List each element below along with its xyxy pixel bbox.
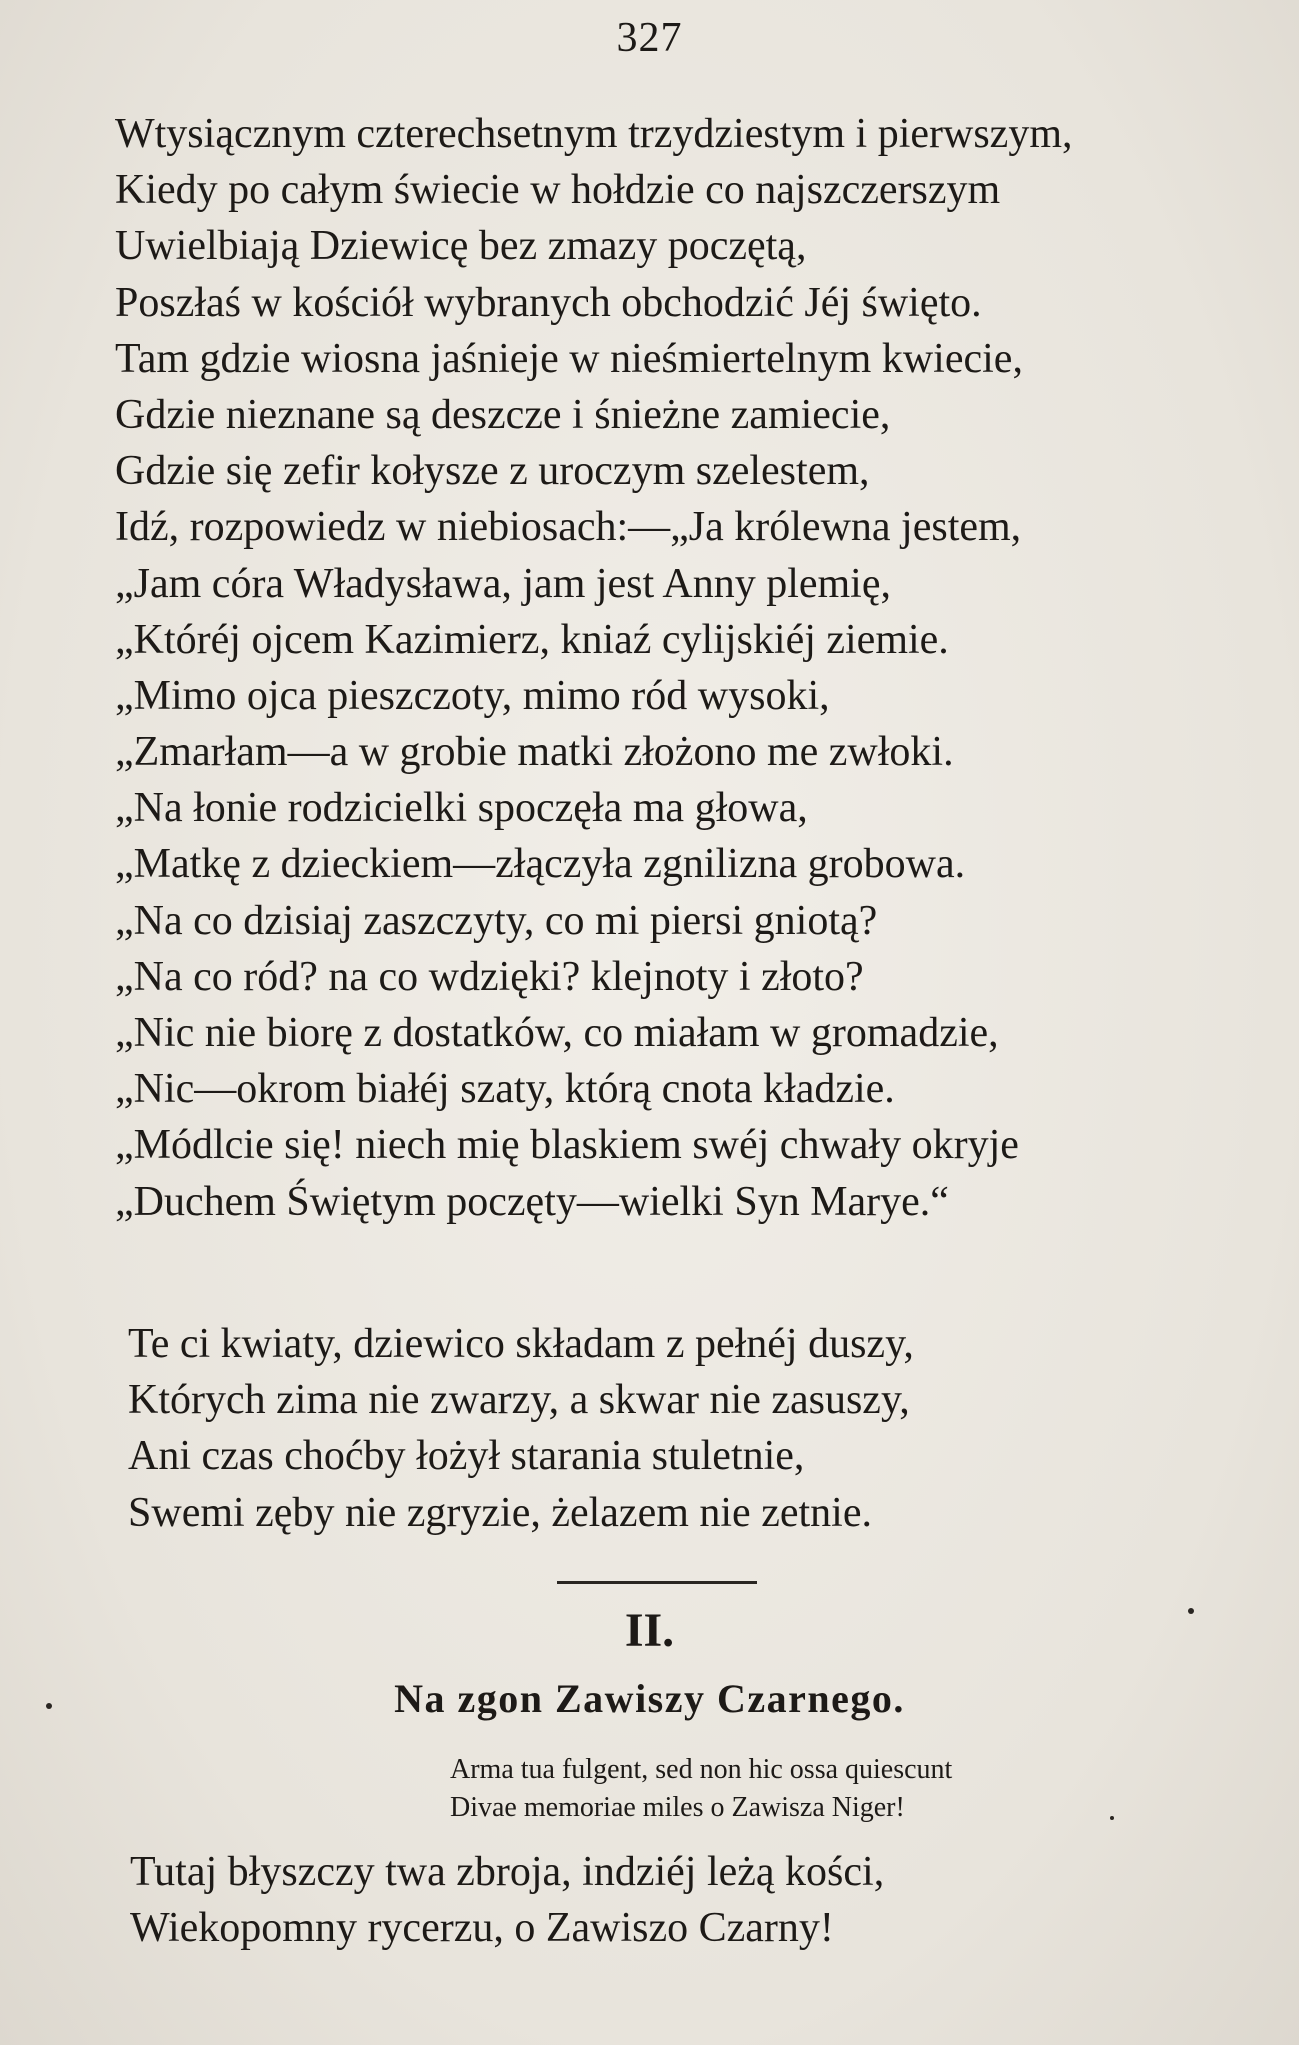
verse-line: „Módlcie się! niech mię blaskiem swéj chwały okryje: [115, 1122, 1019, 1169]
verse-line: Wiekopomny rycerzu, o Zawiszo Czarny!: [130, 1905, 834, 1952]
ink-speck: [1110, 1816, 1114, 1820]
verse-line: Poszłaś w kościół wybranych obchodzić Jéj święto.: [115, 279, 982, 326]
epigraph-line: Arma tua fulgent, sed non hic ossa quiescunt: [450, 1754, 953, 1785]
verse-line: „Duchem Świętym poczęty—wielki Syn Marye.“: [115, 1178, 949, 1225]
verse-line: Gdzie nieznane są deszcze i śnieżne zamiecie,: [115, 391, 891, 438]
verse-line: Ani czas choćby łożył starania stuletnie,: [128, 1433, 805, 1480]
stanza-3: [130, 1844, 1240, 1956]
verse-line: Uwielbiają Dziewicę bez zmazy poczętą,: [115, 223, 807, 270]
verse-line: Tutaj błyszczy twa zbroja, indziéj leżą kości,: [130, 1849, 885, 1895]
verse-line: Gdzie się zefir kołysze z uroczym szelestem,: [115, 448, 870, 495]
verse-line: Swemi zęby nie zgryzie, żelazem nie zetnie.: [128, 1489, 872, 1536]
poem-title: Na zgon Zawiszy Czarnego.: [394, 1676, 905, 1721]
verse-line: „Na łonie rodzicielki spoczęła ma głowa,: [115, 785, 808, 832]
epigraph-line: Divae memoriae miles o Zawisza Niger!: [450, 1792, 905, 1823]
ink-speck: [46, 1703, 52, 1709]
verse-line: „Nic nie biorę z dostatków, co miałam w gromadzie,: [115, 1010, 999, 1056]
stanza-1: [115, 106, 1225, 1230]
verse-line: Tam gdzie wiosna jaśnieje w nieśmiertelnym kwiecie,: [115, 335, 1023, 382]
verse-line: Wtysiącznym czterechsetnym trzydziestym i pierwszym,: [115, 111, 1073, 157]
verse-line: „Zmarłam—a w grobie matki złożono me zwłoki.: [115, 729, 954, 776]
verse-line: „Nic—okrom białéj szaty, którą cnota kładzie.: [115, 1066, 895, 1113]
stanza-2: [128, 1316, 1238, 1541]
verse-line: „Matkę z dzieckiem—złączyła zgnilizna grobowa.: [115, 841, 966, 888]
epigraph: [450, 1751, 952, 1827]
page-number: 327: [616, 15, 683, 61]
verse-line: Idź, rozpowiedz w niebiosach:—„Ja królewna jestem,: [115, 504, 1022, 551]
verse-line: Których zima nie zwarzy, a skwar nie zasuszy,: [128, 1377, 910, 1424]
verse-line: „Na co ród? na co wdzięki? klejnoty i złoto?: [115, 953, 864, 1000]
verse-line: Kiedy po całym świecie w hołdzie co najszczerszym: [115, 167, 1001, 214]
verse-line: „Na co dzisiaj zaszczyty, co mi piersi gniotą?: [115, 897, 878, 944]
verse-line: Te ci kwiaty, dziewico składam z pełnéj duszy,: [128, 1321, 914, 1367]
verse-line: „Któréj ojcem Kazimierz, kniaź cylijskiéj ziemie.: [115, 616, 949, 663]
ink-speck: [1188, 1608, 1194, 1614]
verse-line: „Mimo ojca pieszczoty, mimo ród wysoki,: [115, 672, 830, 719]
section-number: II.: [624, 1604, 675, 1657]
section-divider: [557, 1581, 757, 1584]
verse-line: „Jam córa Władysława, jam jest Anny plemię,: [115, 560, 891, 607]
